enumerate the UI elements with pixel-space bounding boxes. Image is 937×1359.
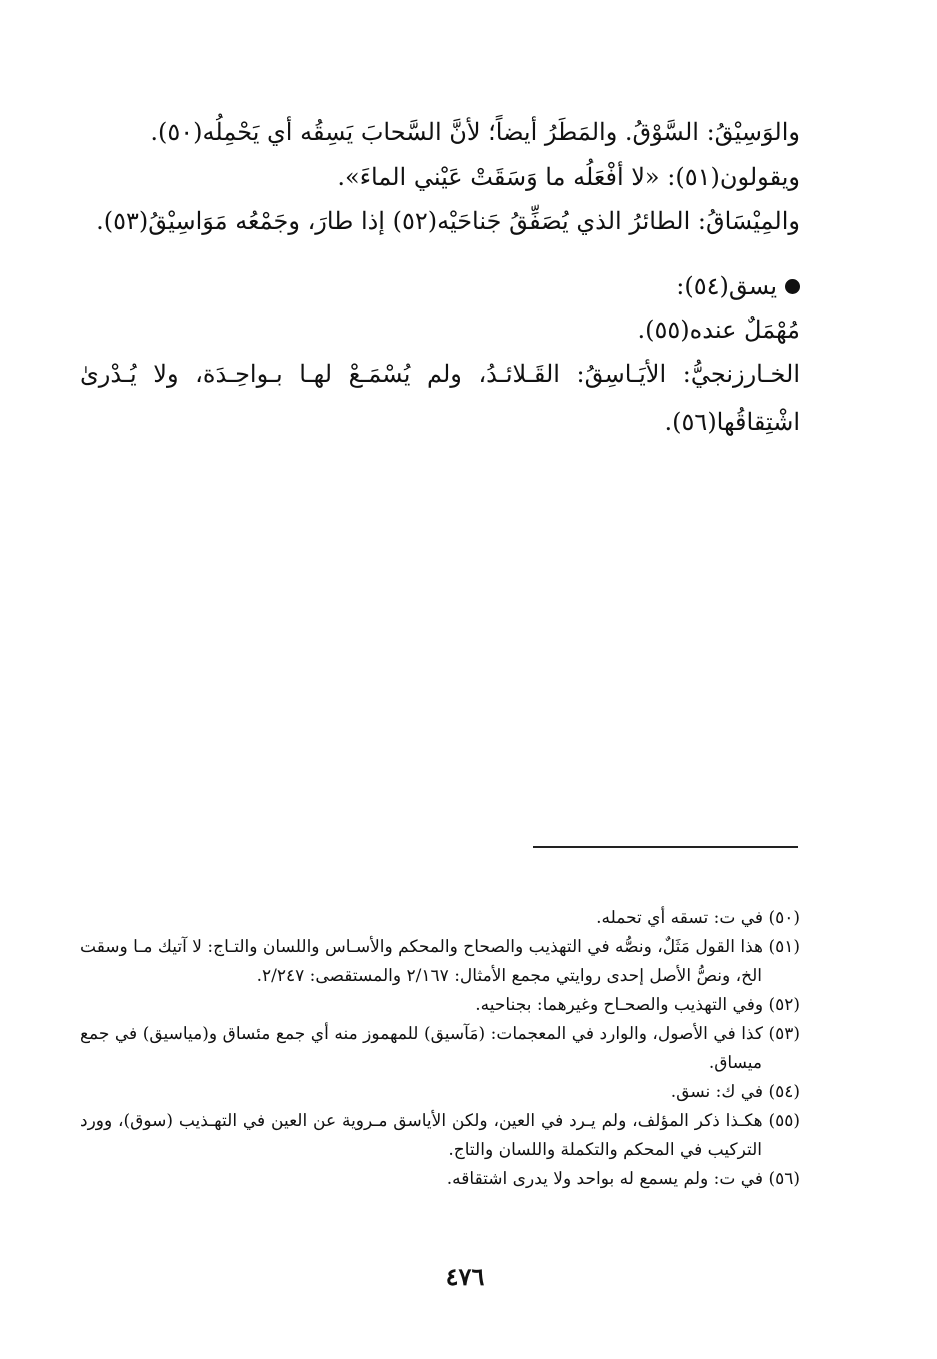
footnote-52: (٥٢) وفي التهذيب والصحـاح وغيرهما: بجناحيه. xyxy=(475,995,800,1015)
footnote-50: (٥٠) في ت: تسقه أي تحمله. xyxy=(596,908,800,928)
footnote-56: (٥٦) في ت: ولم يسمع له بواحد ولا يدرى اشتقاقه. xyxy=(446,1169,800,1189)
body-line-1: والوَسِيْقُ: السَّوْقُ. والمَطَرُ أيضاً؛ لأنَّ السَّحابَ يَسِقُه أي يَحْمِلُه(٥٠). xyxy=(150,118,800,146)
body-line-3: والمِيْسَاقُ: الطائرُ الذي يُصَفِّقُ جَناحَيْه(٥٢) إذا طارَ، وجَمْعُه مَوَاسِيْقُ(٥٣). xyxy=(96,207,800,235)
entry-heading-row xyxy=(80,266,800,306)
footnote-54: (٥٤) في ك: نسق. xyxy=(670,1082,800,1102)
footnote-53: (٥٣) كذا في الأصول، والوارد في المعجمات: (مَآسيق) للمهموز منه أي جمع مئساق و(مياسيق) في جمع ميساق. xyxy=(80,1024,800,1073)
entry-heading: يسق(٥٤): xyxy=(676,272,777,300)
body-paragraph: الخـارزنجيُّ: الأيَـاسِقُ: القَـلائـدُ، ولم يُسْمَـعْ لهـا بـواحِـدَة، ولا يُـدْرىٰ اشْتِقاقُها(٥٦). xyxy=(80,360,800,436)
page-number: ٤٧٦ xyxy=(445,1262,485,1291)
footnote-51: (٥١) هذا القول مَثَلٌ، ونصُّه في التهذيب والصحاح والمحكم والأسـاس واللسان والتـاج: لا آتيك مـا وسقت الخ، ونصُّ الأصل إحدى روايتي مجمع الأمثال: ٢/١٦٧ والمستقصى: ٢/٢٤٧. xyxy=(80,937,800,986)
footnotes xyxy=(80,904,800,1194)
footnote-separator xyxy=(533,846,798,848)
footnote-55: (٥٥) هكـذا ذكر المؤلف، ولم يـرد في العين، ولكن الأياسق مـروية عن العين في التهـذيب (سوق)، وورد التركيب في المحكم والتكملة واللسان والتاج. xyxy=(80,1111,800,1160)
body-line-2: ويقولون(٥١): «لا أفْعَلُه ما وَسَقَتْ عَيْني الماءَ». xyxy=(337,163,800,191)
bullet-dot-icon xyxy=(785,279,800,294)
entry-note: مُهْمَلٌ عنده(٥٥). xyxy=(637,316,800,344)
